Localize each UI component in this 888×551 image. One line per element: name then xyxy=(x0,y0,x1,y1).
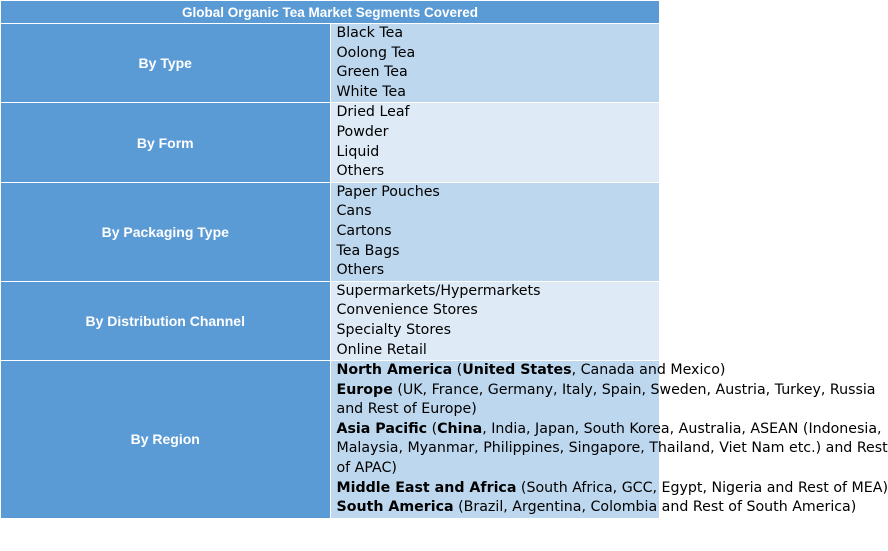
list-item: Supermarkets/Hypermarkets xyxy=(336,282,541,299)
region-asia-pacific-continued: Malaysia, Myanmar, Philippines, Singapore, Thailand, Viet Nam etc.) and Rest xyxy=(336,440,888,457)
region-countries: (Brazil, Argentina, Colombia and Rest of South America) xyxy=(453,499,857,516)
region-name: North America xyxy=(336,362,453,379)
region-name: South America xyxy=(336,499,454,516)
list-item: Online Retail xyxy=(336,341,427,358)
category-by-form: By Form xyxy=(1,103,331,182)
category-by-distribution-channel: By Distribution Channel xyxy=(1,281,331,360)
list-item: Dried Leaf xyxy=(336,104,410,121)
region-north-america xyxy=(336,361,726,381)
list-item: Powder xyxy=(336,123,389,140)
list-item: Cans xyxy=(336,203,372,220)
region-first-country: United States xyxy=(462,362,572,379)
region-countries: (South Africa, GCC, Egypt, Nigeria and Rest of MEA) xyxy=(516,479,888,496)
region-countries: , India, Japan, South Korea, Australia, ASEAN (Indonesia, xyxy=(482,420,882,437)
region-middle-east-africa xyxy=(336,479,888,499)
category-by-type: By Type xyxy=(1,24,331,103)
row-by-form xyxy=(1,103,660,182)
region-asia-pacific-continued: of APAC) xyxy=(336,460,397,477)
row-by-packaging-type xyxy=(1,182,660,281)
region-asia-pacific xyxy=(336,420,882,440)
category-by-region: By Region xyxy=(1,361,331,519)
list-item: Liquid xyxy=(336,143,380,160)
values-by-region xyxy=(330,361,888,519)
region-name: Middle East and Africa xyxy=(336,479,517,496)
list-item: Cartons xyxy=(336,222,392,239)
list-item: Green Tea xyxy=(336,64,408,81)
region-name: Europe xyxy=(336,381,393,398)
region-south-america xyxy=(336,498,857,518)
row-by-type xyxy=(1,24,660,103)
list-item: Oolong Tea xyxy=(336,44,416,61)
values-by-distribution-channel xyxy=(330,281,660,360)
region-first-country: China xyxy=(437,420,483,437)
category-by-packaging-type: By Packaging Type xyxy=(1,182,331,281)
region-name: Asia Pacific xyxy=(336,420,428,437)
region-europe-continued: and Rest of Europe) xyxy=(336,401,477,418)
region-countries: (UK, France, Germany, Italy, Spain, Sweden, Austria, Turkey, Russia xyxy=(392,381,876,398)
region-countries: , Canada and Mexico) xyxy=(571,362,726,379)
title-row xyxy=(1,1,660,24)
region-europe xyxy=(336,381,876,401)
row-by-region xyxy=(1,361,660,519)
values-by-form xyxy=(330,103,660,182)
list-item: Tea Bags xyxy=(336,242,400,259)
row-by-distribution-channel xyxy=(1,281,660,360)
list-item: Others xyxy=(336,262,385,279)
values-by-type xyxy=(330,24,660,103)
region-paren-open: ( xyxy=(427,420,438,437)
values-by-packaging-type xyxy=(330,182,660,281)
table-title: Global Organic Tea Market Segments Covered xyxy=(1,1,660,24)
list-item: Specialty Stores xyxy=(336,321,451,338)
list-item: Convenience Stores xyxy=(336,302,478,319)
list-item: Black Tea xyxy=(336,25,404,41)
region-paren-open: ( xyxy=(452,362,463,379)
list-item: Others xyxy=(336,163,385,180)
list-item: Paper Pouches xyxy=(336,183,440,200)
list-item: White Tea xyxy=(336,83,406,100)
